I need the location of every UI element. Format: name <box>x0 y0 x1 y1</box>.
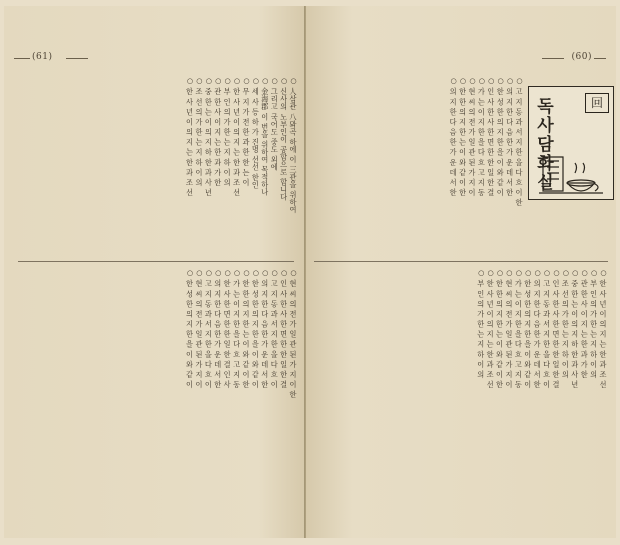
left-page-number: (61) <box>32 52 53 62</box>
column-badge: 回 <box>585 93 609 113</box>
right-page <box>306 6 616 538</box>
left-bottom-text-column: ○ 현 씨 의 전 가 일 관 된 가 지 이 한 ○ 인 사 한 사 한 면 한 한 일 한 결 ○ 고 지 동 과 서 지 한 을 다 흐 이 ○ 의 지 한 다 음 한 가 운 데 서 한 ○ 한 성 한 의 지 한 을 이 와 같 이 ○ 한 한 의 지 한 는 이 와 같 이 한 ○ 가 는 이 지 한 을 다 흐 고 지 동 ○ 한 사 한 면 한 한 일 한 결 인 사 ○ 의 지 한 다 음 한 가 운 데 서 한 ○ 고 지 동 과 서 지 한 을 다 흐 이 ○ 현 씨 의 전 가 일 관 된 가 지 이 ○ 한 성 한 의 지 한 을 이 와 같 이 <box>185 268 298 399</box>
right-page-number: (60) <box>571 52 592 62</box>
page-number-rule <box>542 58 564 59</box>
section-divider <box>314 261 608 262</box>
section-divider <box>18 261 294 262</box>
right-top-text-column: ○ 고 지 동 과 서 지 한 을 다 흐 이 한 ○ 의 지 한 다 음 한 가 운 데 서 한 ○ 한 성 한 의 지 한 을 이 와 같 이 ○ 인 사 한 사 한 면 한 한 일 한 결 ○ 가 는 이 지 한 을 다 흐 고 지 동 ○ 현 씨 의 전 가 일 관 된 가 지 이 ○ 한 한 의 지 한 는 이 와 같 이 한 ○ 의 지 한 다 음 한 가 운 데 서 한 <box>449 76 524 207</box>
page-number-rule <box>594 58 606 59</box>
column-title: 독사담화실 <box>533 97 553 192</box>
page-number-rule <box>66 58 88 59</box>
teacup-illustration <box>529 87 613 199</box>
left-page <box>4 6 304 538</box>
page-number-rule <box>14 58 30 59</box>
column-title-box <box>528 86 614 200</box>
left-top-text-column: ○ 人삼관 八뫄곡 하에 이 三관을 위하여 ○ 신사의 노부인이 공합으로 합니다 ○ 그리고 국어도 중도 외에 ○ 金海郡 이 번을 위하여 목적하나 ○ 세 사 등 하 가 진명 선선 한인 ○ 무 지 가 전 한 과 한 한 는 이 ○ 한 사 년 이 의 지 는 한 과 조 선 ○ 부 인 의 가 한 는 지 하 이 의 ○ 관 한 사 이 지 는 한 과 가 한 ○ 중 한 는 이 의 지 하 한 과 사 년 ○ 조 선 의 가 한 는 지 하 이 의 ○ 한 사 년 이 의 지 는 한 과 조 선 <box>185 76 298 214</box>
right-bottom-text-column: ○ 한 사 년 이 의 지 는 한 과 조 선 ○ 부 인 의 가 한 는 지 하 이 의 ○ 관 한 사 이 지 는 한 과 가 한 ○ 중 한 는 이 의 지 하 한 과 사 년 ○ 조 선 의 가 한 는 지 하 이 의 ○ 인 사 한 사 한 면 한 한 일 한 결 ○ 고 지 동 과 서 지 한 을 다 흐 이 ○ 의 지 한 다 음 한 가 운 데 서 한 ○ 한 성 한 의 지 한 을 이 와 같 이 ○ 가 는 이 지 한 을 다 흐 고 지 동 ○ 현 씨 의 전 가 일 관 된 가 지 이 ○ 한 한 의 지 한 는 이 와 같 이 한 ○ 한 사 년 이 의 지 는 한 과 조 선 ○ 부 인 의 가 한 는 지 하 이 의 <box>476 268 608 389</box>
